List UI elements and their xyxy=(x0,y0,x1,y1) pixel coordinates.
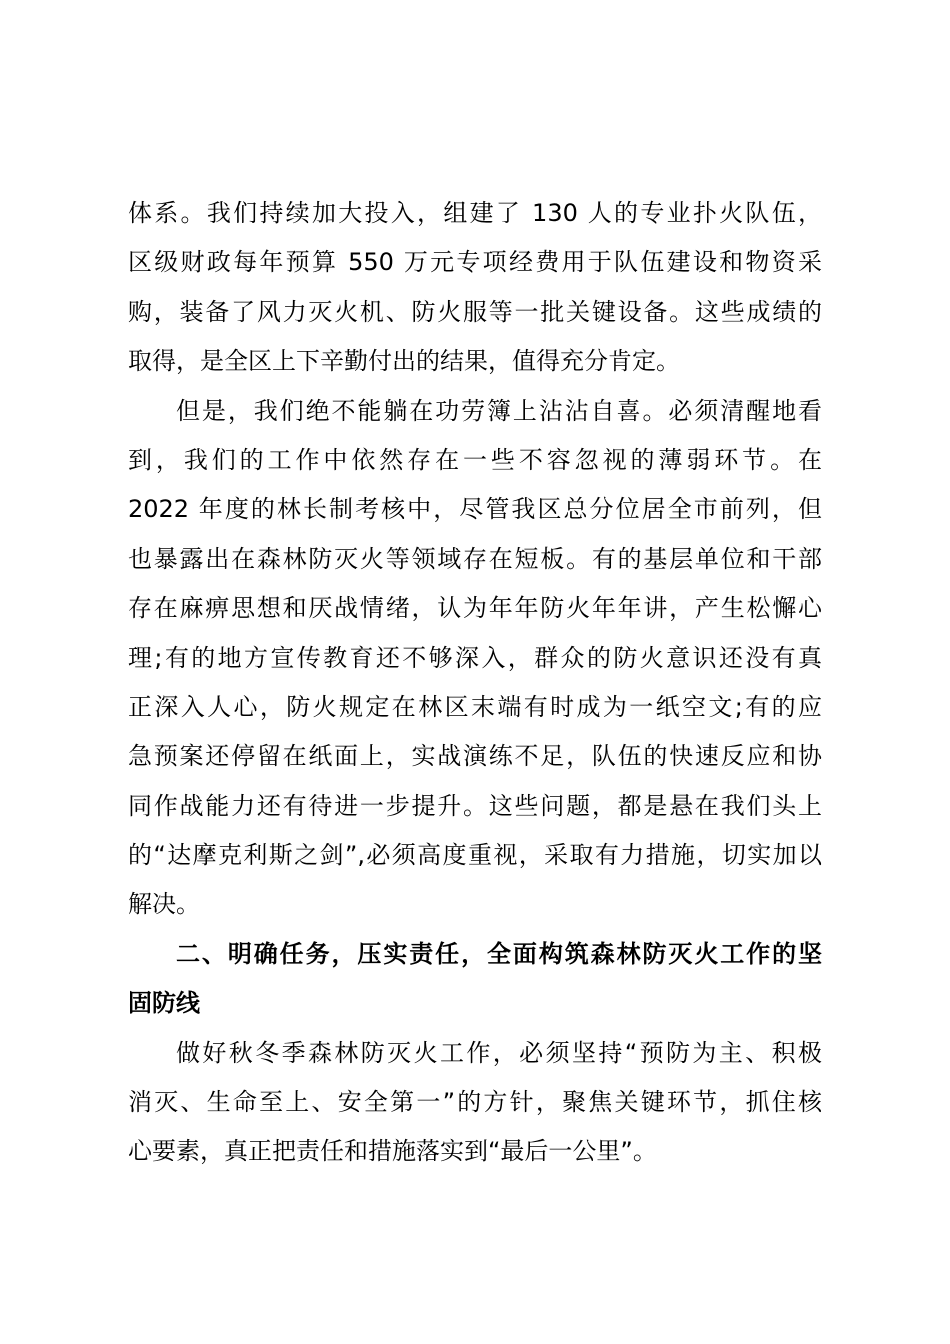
paragraph-line: 取得，是全区上下辛勤付出的结果，值得充分肯定。 xyxy=(128,347,680,376)
paragraph-line: 存在麻痹思想和厌战情绪，认为年年防火年年讲，产生松懈心 xyxy=(128,594,822,623)
paragraph-line: 心要素，真正把责任和措施落实到“最后一公里”。 xyxy=(128,1137,657,1166)
paragraph-line: 理;有的地方宣传教育还不够深入，群众的防火意识还没有真 xyxy=(128,643,822,672)
paragraph-line: 购，装备了风力灭火机、防火服等一批关键设备。这些成绩的 xyxy=(128,297,822,326)
paragraph-line: 的“达摩克利斯之剑”,必须高度重视，采取有力措施，切实加以 xyxy=(128,841,822,870)
paragraph-line: 到，我们的工作中依然存在一些不容忽视的薄弱环节。在 xyxy=(128,445,822,474)
paragraph-line: 消灭、生命至上、安全第一”的方针，聚焦关键环节，抓住核 xyxy=(128,1088,822,1117)
body-text xyxy=(128,189,822,1177)
paragraph-line: 同作战能力还有待进一步提升。这些问题，都是悬在我们头上 xyxy=(128,791,822,820)
paragraph-line: 也暴露出在森林防灭火等领域存在短板。有的基层单位和干部 xyxy=(128,544,822,573)
paragraph-line: 急预案还停留在纸面上，实战演练不足，队伍的快速反应和协 xyxy=(128,742,822,771)
section-heading: 固防线 xyxy=(128,989,200,1018)
paragraph-line: 区级财政每年预算 550 万元专项经费用于队伍建设和物资采 xyxy=(128,248,822,277)
section-heading: 二、明确任务，压实责任，全面构筑森林防灭火工作的坚 xyxy=(176,939,822,968)
paragraph-line: 解决。 xyxy=(128,890,200,919)
paragraph-line: 做好秋冬季森林防灭火工作，必须坚持“预防为主、积极 xyxy=(176,1038,822,1067)
paragraph-line: 体系。我们持续加大投入，组建了 130 人的专业扑火队伍， xyxy=(128,199,822,227)
paragraph-line: 2022 年度的林长制考核中，尽管我区总分位居全市前列，但 xyxy=(128,495,822,524)
paragraph-line: 但是，我们绝不能躺在功劳簿上沾沾自喜。必须清醒地看 xyxy=(176,396,822,425)
paragraph-line: 正深入人心，防火规定在林区末端有时成为一纸空文;有的应 xyxy=(128,692,822,721)
